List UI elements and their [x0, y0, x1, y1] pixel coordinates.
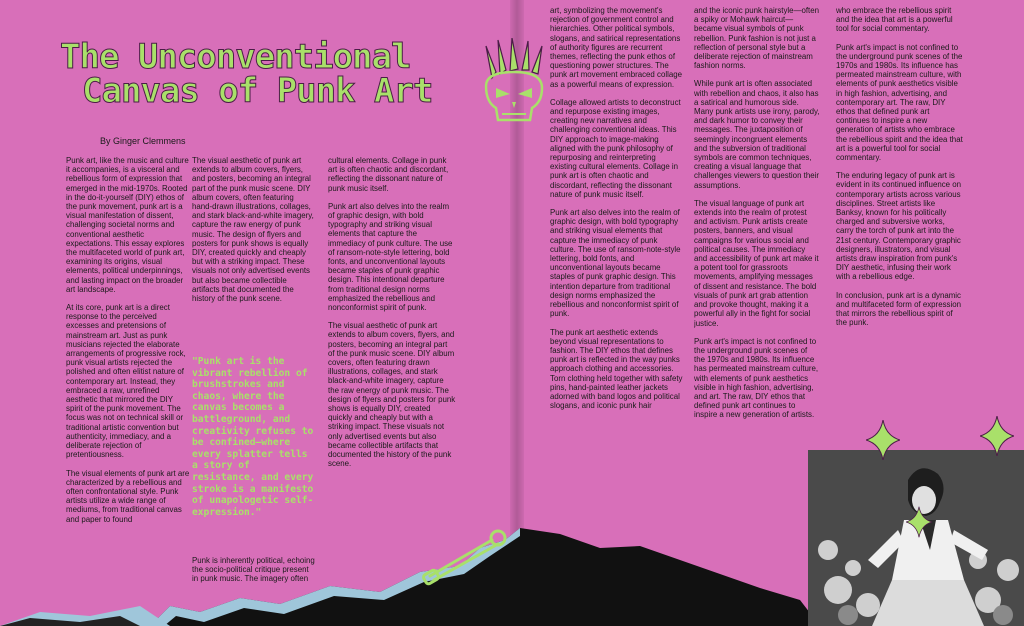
punk-photo: [808, 450, 1024, 626]
byline: By Ginger Clemmens: [100, 136, 186, 146]
photo-illustration: [808, 450, 1024, 626]
col5-paragraph-4: Punk art's impact is not confined to the underground punk scenes of the 1970s and 1980s. Its influence has permeated mainstream culture, with elements of punk aesthetics visible in high fashion, advertising, and art. The raw, DIY ethos that defined punk art continues to inspire a new generation of artists.: [694, 336, 819, 420]
col4-paragraph-3: Punk art also delves into the realm of graphic design, with bold typography and striking visual elements that capture the immediacy of punk culture. The use of ransom-note-style lettering, bold fonts, and unconventional layouts became staples of punk graphic design. This intention departure from traditional design norms emphasized the rebellious and nonconformist spirit of punk.: [550, 208, 681, 319]
col1-paragraph-1: Punk art, like the music and culture it accompanies, is a visceral and rebellious form of expression that emerged in the mid-1970s. Rooted in the do-it-yourself (DIY) ethos of the punk movement, punk art is a visual manifestation of dissent, challenging societal norms and conventional aesthetic expectations. This essay explores the multifaceted world of punk art, examining its origins, visual elements, political underpinnings, and lasting impact on the broader art landscape.: [66, 156, 189, 294]
sparkle-icon-1: [866, 420, 900, 460]
col6-paragraph-2: Punk art's impact is not confined to the underground punk scenes of the 1970s and 1980s. Its influence has permeated mainstream culture, with elements of punk aesthetics visible in high fashion, advertising, and contemporary art. The raw, DIY ethos that defined punk art continues to inspire a new generation of artists who embrace the rebellious spirit and the idea that art is a powerful tool for social commentary.: [836, 42, 963, 163]
col3-paragraph-3: The visual aesthetic of punk art extends to album covers, flyers, and posters, becoming an integral part of the punk music scene. DIY album covers, often featuring drawn illustrations, collages, and stark black-and-white imagery, capture the raw energy of punk music. The design of flyers and posters for punk shows is equally DIY, created quickly and cheaply but with a striking impact. These visuals not only advertised events but also became collectible artifacts that documented the history of the punk scene.: [328, 321, 456, 469]
col6-paragraph-3: The enduring legacy of punk art is evident in its continued influence on contemporary artists across various disciplines. Street artists like Banksy, known for his politically charged and subversive works, carry the torch of punk art into the 21st century. Contemporary graphic designers, illustrators, and visual artists draw inspiration from punk's DIY aesthetic, infusing their work with a rebellious edge.: [836, 171, 962, 282]
col5-paragraph-2: While punk art is often associated with rebellion and chaos, it also has a satirical and humorous side. Many punk artists use irony, parody, and dark humor to convey their messages. The juxtaposition of seemingly incongruent elements and the subversion of traditional symbols are common techniques, creating a visual language that challenges viewers to question their assumptions.: [694, 79, 820, 190]
col5-paragraph-1: and the iconic punk hairstyle—often a spiky or Mohawk haircut—became visual symbols of punk rebellion. Punk fashion is not just a reflection of personal style but a deliberate rejection of mainstream fashion norms.: [694, 6, 820, 71]
col3-paragraph-1: cultural elements. Collage in punk art is often chaotic and discordant, reflecting the dissonant nature of punk music itself.: [328, 156, 449, 193]
safety-pin-icon: [420, 526, 512, 586]
col1-paragraph-3: The visual elements of punk art are characterized by a rebellious and often confrontational style. Punk artists utilize a wide range of mediums, from traditional canvas and paper to found: [66, 468, 190, 524]
col4-paragraph-1: art, symbolizing the movement's rejection of government control and hierarchies. Other political symbols, slogans, and satirical representations of authority figures are recurrent themes, reflecting the punk ethos of questioning power structures. The punk art movement embraced collage as a powerful means of expression.: [550, 6, 683, 89]
col2-paragraph-1: The visual aesthetic of punk art extends to album covers, flyers, and posters, becoming an integral part of the punk music scene. DIY album covers, often featuring hand-drawn illustrations, collages, and stark black-and-white imagery, capture the raw energy of punk music. The design of flyers and posters for punk shows is equally DIY, created quickly and cheaply but with a striking impact. These visuals not only advertised events but also became collectible artifacts that documented the history of the punk scene.: [192, 156, 314, 304]
title-line-1: The Unconventional: [60, 37, 411, 77]
pull-quote: "Punk art is the vibrant rebellion of brushstrokes and chaos, where the canvas becomes a battleground, and creativity refuses to be confined—where every splatter tells a story of resistance, and every stroke is a manifesto of unapologetic self-expression.": [192, 356, 314, 518]
col4-paragraph-4: The punk art aesthetic extends beyond visual representations to fashion. The DIY ethos that defines punk art is reflected in the way punks approach clothing and accessories. Torn clothing held together with safety pins, hand-painted leather jackets adorned with band logos and political slogans, and iconic punk hair: [550, 327, 683, 411]
sparkle-icon-3: [906, 506, 932, 538]
col5-paragraph-3: The visual language of punk art extends into the realm of protest and activism. Punk artists create posters, banners, and visual campaigns for various social and political causes. The immediacy and accessibility of punk art make it a potent tool for grassroots movements, amplifying messages of dissent and resistance. The bold visuals of punk art grab attention and provoke thought, making it a powerful ally in the fight for social justice.: [694, 198, 819, 328]
col1-paragraph-2: At its core, punk art is a direct response to the perceived excesses and pretensions of mainstream art. Just as punk musicians rejected the elaborate arrangements of progressive rock, punk visual artists rejected the polished and often elitist nature of contemporary art. Instead, they embraced a raw, unrefined aesthetic that mirrored the DIY spirit of the punk movement. The focus was not on technical skill or traditional artistic convention but authenticity, immediacy, and a deliberate rejection of pretentiousness.: [66, 303, 186, 460]
col6-paragraph-4: In conclusion, punk art is a dynamic and multifaceted form of expression that mirrors the rebellious spirit of the punk.: [836, 290, 961, 328]
col4-paragraph-2: Collage allowed artists to deconstruct and repurpose existing images, creating new narratives and challenging conventional ideas. This DIY approach to image-making aligned with the punk philosophy of repurposing and reinterpreting existing cultural elements. Collage in punk art is often chaotic and discordant, reflecting the dissonant nature of punk music itself.: [550, 97, 681, 199]
col6-paragraph-1: who embrace the rebellious spirit and the idea that art is a powerful tool for social commentary.: [836, 6, 953, 34]
col3-paragraph-2: Punk art also delves into the realm of graphic design, with bold typography and striking visual elements that capture the immediacy of punk culture. The use of ransom-note-style lettering, bold fonts, and unconventional layouts became staples of punk graphic design. This intentional departure from traditional design norms emphasized the rebellious and nonconformist spirit of punk.: [328, 201, 453, 313]
col2-paragraph-2: Punk is inherently political, echoing the socio-political critique present in punk music. The imagery often: [192, 556, 315, 584]
title-line-2: Canvas of Punk Art: [82, 71, 433, 111]
sparkle-icon-2: [980, 416, 1014, 456]
